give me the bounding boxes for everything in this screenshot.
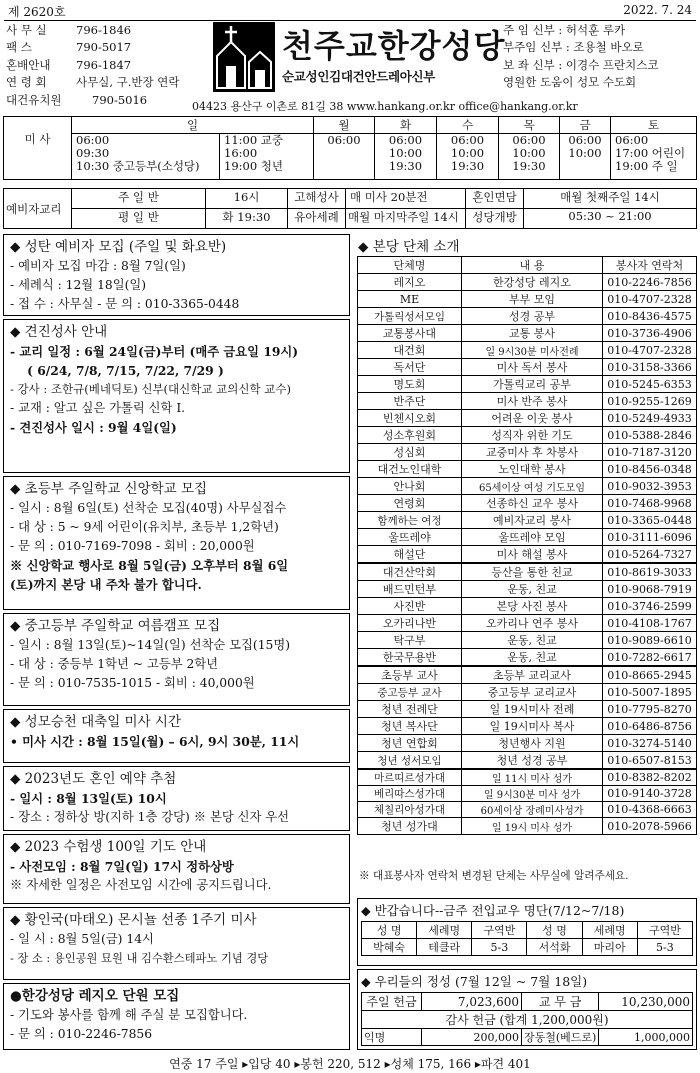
contact-row: 연 령 회 사무실, 구.반장 연락	[6, 75, 180, 90]
group-row: 함께하는 여정 예비자교리 봉사 010-3365-0448	[358, 512, 697, 529]
day-sat: 토	[611, 117, 697, 134]
group-row: 해설단 미사 해설 봉사 010-5264-7327	[358, 546, 697, 564]
issue-date: 2022. 7. 24	[623, 3, 692, 17]
group-row: 한국무용반 운동, 친교 010-7282-6617	[358, 649, 697, 667]
group-row: ME 부부 모임 010-4707-2328	[358, 291, 697, 308]
group-row: 울뜨레야 울뜨레야 모임 010-3111-6096	[358, 529, 697, 546]
groups-note: ※ 대표봉사자 연락처 변경된 단체는 사무실에 알려주세요.	[359, 870, 629, 882]
groups-table	[357, 256, 697, 835]
group-row: 연령회 선종하신 교우 봉사 010-7468-9968	[358, 495, 697, 512]
group-row: 대건노인대학 노인대학 봉사 010-8456-0348	[358, 461, 697, 478]
clergy-item: 주 임 신부 : 허석훈 루카	[503, 23, 626, 37]
day-wed: 수	[437, 117, 499, 134]
issue-number: 제 2620호	[8, 5, 66, 19]
church-logo-icon	[213, 22, 275, 92]
group-row: 가톨릭성서모임 성경 공부 010-8436-4575	[358, 308, 697, 325]
groups-header-row: 단체명 내 용 봉사자 연락처	[358, 257, 697, 274]
group-row: 성소후원회 성직자 위한 기도 010-5388-2846	[358, 427, 697, 444]
church-name: 천주교한강성당	[282, 27, 506, 65]
group-row: 배드민턴부 운동, 친교 010-9068-7919	[358, 581, 697, 598]
welcome-title: ◆ 반갑습니다--금주 전입교우 명단(7/12~7/18)	[361, 903, 625, 918]
tue-times: 06:00 10:00 19:30	[375, 134, 437, 180]
group-row: 마르띠르성가대 일 11시 미사 성가 010-8382-8202	[358, 769, 697, 786]
notice-legio-recruit: ●한강성당 레지오 단원 모집 - 기도와 봉사를 함께 해 주실 분 모집합니다. - 문 의 : 010-2246-7856	[3, 983, 350, 1050]
group-row: 중고등부 교사 중고등부 교리교사 010-5007-1895	[358, 684, 697, 701]
group-row: 초등부 교사 초등부 교리교사 010-8665-2945	[358, 666, 697, 684]
day-thu: 목	[499, 117, 560, 134]
welcome-section	[357, 898, 697, 966]
sun-times-b: 11:00 교중 16:00 19:00 청년	[220, 134, 314, 180]
liturgy-footer: 연중 17 주일 ▸입당 40 ▸봉헌 220, 512 ▸성체 175, 166 ▸파견 401	[169, 1057, 531, 1071]
notice-elementary-camp: ◆ 초등부 주일학교 신앙학교 모집 - 일시 : 8월 6일(토) 선착순 모집(40명) 사무실접수 - 대 상 : 5 ~ 9세 어린이(유치부, 초등부 1,2학년) - 문 의 : 010-7169-7098 - 회비 : 20,000원 ※ 신앙학교 행사로 8월 5일(금) 오후부터 8월 6일 (토)까지 본당 내 주차 불가 합니다.	[3, 476, 350, 610]
group-row: 베리따스성가대 일 9시30분 미사 성가 010-9140-3728	[358, 786, 697, 802]
group-row: 청년 전례단 일 19시미사 전례 010-7795-8270	[358, 701, 697, 718]
welcome-table: 성 명 세례명 구역반 성 명 세례명 구역반 박혜숙 테클라 5-3 서석화 마리아 5-3	[361, 921, 693, 956]
group-row: 성심회 교중미사 후 차봉사 010-7187-3120	[358, 444, 697, 461]
group-row: 사진반 본당 사진 봉사 010-3746-2599	[358, 598, 697, 615]
group-row: 독서단 미사 독서 봉사 010-3158-3366	[358, 359, 697, 376]
mass-label: 미 사	[4, 117, 72, 180]
clergy-item: 보 좌 신부 : 이경수 프란치스코	[503, 57, 659, 72]
notice-assumption-mass: ◆ 성모승천 대축일 미사 시간 • 미사 시간 : 8월 15일(월) – 6시, 9시 30분, 11시	[3, 709, 350, 763]
contact-row: 혼배안내 796-1847	[6, 57, 132, 72]
mass-schedule	[3, 116, 697, 180]
group-row: 대건회 일 9시30분 미사전례 010-4707-2328	[358, 342, 697, 359]
group-row: 청년 연합회 청년행사 지원 010-3274-5140	[358, 735, 697, 752]
day-mon: 월	[314, 117, 375, 134]
day-tue: 화	[375, 117, 437, 134]
offering-section	[357, 969, 697, 1050]
group-row: 교통봉사대 교통 봉사 010-3736-4906	[358, 325, 697, 342]
sun-times-a: 06:00 09:30 10:30 중고등부(소성당)	[72, 134, 220, 180]
wed-times: 06:00 10:00 19:30	[437, 134, 499, 180]
church-patron: 순교성인김대건안드레아신부	[282, 69, 436, 84]
offering-title: ◆ 우리들의 정성 (7월 12일 ~ 7월 18일)	[361, 974, 588, 989]
notice-exam-prayer: ◆ 2023 수험생 100일 기도 안내 - 사전모임 : 8월 7일(일) 17시 정하상방 ※ 자세한 일정은 사전모임 시간에 공지드립니다.	[3, 834, 350, 904]
clergy-list	[503, 22, 698, 92]
group-row: 청년 복사단 일 19시미사 복사 010-6486-8756	[358, 718, 697, 735]
group-row: 오카리나반 오카리나 연주 봉사 010-4108-1767	[358, 615, 697, 632]
group-row: 반주단 미사 반주 봉사 010-9255-1269	[358, 393, 697, 410]
group-row: 체칠리아성가대 60세이상 장례미사성가 010-4368-6663	[358, 802, 697, 818]
offering-table: 주일 헌금 7,023,600 교 무 금 10,230,000 감사 헌금 (합계 1,200,000원) 익명 200,000 장동철(베드로) 1,000,000	[361, 992, 693, 1046]
group-row: 대건산악회 등산을 통한 친교 010-8619-3033	[358, 563, 697, 581]
notice-youth-camp: ◆ 중고등부 주일학교 여름캠프 모집 - 일시 : 8월 13일(토)~14일(일) 선착순 모집(15명) - 대 상 : 중등부 1학년 ~ 고등부 2학년 - 문 의 : 010-7535-1015 - 회비 : 40,000원	[3, 613, 350, 706]
address-line: 04423 용산구 이촌로 81길 38 www.hankang.or.kr office@hankang.or.kr	[192, 100, 578, 113]
group-row: 안나회 65세이상 여성 기도모임 010-9032-3953	[358, 478, 697, 495]
group-row: 명도회 가톨릭교리 공부 010-5245-6353	[358, 376, 697, 393]
notice-christmas-catechumen: ◆ 성탄 예비자 모집 (주일 및 화요반) - 예비자 모집 마감 : 8월 7일(일) - 세례식 : 12월 18일(일) - 접 수 : 사무실 - 문 의 : 010-3365-0448	[3, 234, 350, 316]
groups-title: ◆ 본당 단체 소개	[358, 239, 460, 255]
catechism-label: 예비자교리	[4, 189, 72, 229]
clergy-item: 부주임 신부 : 조용철 바오로	[503, 40, 644, 55]
thu-times: 06:00 10:00 19:30	[499, 134, 560, 180]
contact-row: 팩 스 790-5017	[6, 40, 132, 55]
fri-times: 06:00 10:00	[560, 134, 611, 180]
clergy-item: 영원한 도움이 성모 수도회	[503, 75, 637, 90]
notice-memorial-mass: ◆ 황인국(마태오) 몬시뇰 선종 1주기 미사 - 일 시 : 8월 5일(금) 14시 - 장 소 : 용인공원 묘원 내 김수환스테파노 기념 경당	[3, 907, 350, 980]
mon-times: 06:00	[314, 134, 375, 180]
notice-wedding-lottery: ◆ 2023년도 혼인 예약 추첨 - 일시 : 8월 13일(토) 10시 - 장소 : 정하상 방(지하 1층 강당) ※ 본당 신자 우선	[3, 766, 350, 831]
group-row: 청년 성가대 일 19시 미사 성가 010-2078-5966	[358, 818, 697, 835]
contact-row: 대건유치원 790-5016	[6, 92, 148, 107]
group-row: 빈첸시오회 어려운 이웃 봉사 010-5249-4933	[358, 410, 697, 427]
catechism-table: 예비자교리 주 일 반 16시 고해성사 매 미사 20분전 혼인면담 매월 첫째주일 14시 평 일 반 화 19:30 유아세례 매월 마지막주일 14시 성당개방 05:30 ~ 21:00	[3, 188, 697, 229]
notice-confirmation: ◆ 견진성사 안내 - 교리 일정 : 6월 24일(금)부터 (매주 금요일 19시) ( 6/24, 7/8, 7/15, 7/22, 7/29 ) - 강사 : 조한규(베네딕토) 신부(대신학교 교의신학 교수) - 교재 : 알고 싶은 가톨릭 신학 I. - 견진성사 일시 : 9월 4일(일)	[3, 319, 350, 473]
day-fri: 금	[560, 117, 611, 134]
contact-row: 사 무 실 796-1846	[6, 23, 132, 37]
group-row: 레지오 한강성당 레지오 010-2246-7856	[358, 274, 697, 291]
office-contacts	[6, 22, 211, 109]
group-row: 탁구부 운동, 친교 010-9089-6610	[358, 632, 697, 649]
day-sun: 일	[72, 117, 314, 134]
group-row: 청년 성서모임 청년 성경 공부 010-6507-8153	[358, 752, 697, 770]
sat-times: 06:00 17:00 어린이 19:00 주 일	[611, 134, 697, 180]
